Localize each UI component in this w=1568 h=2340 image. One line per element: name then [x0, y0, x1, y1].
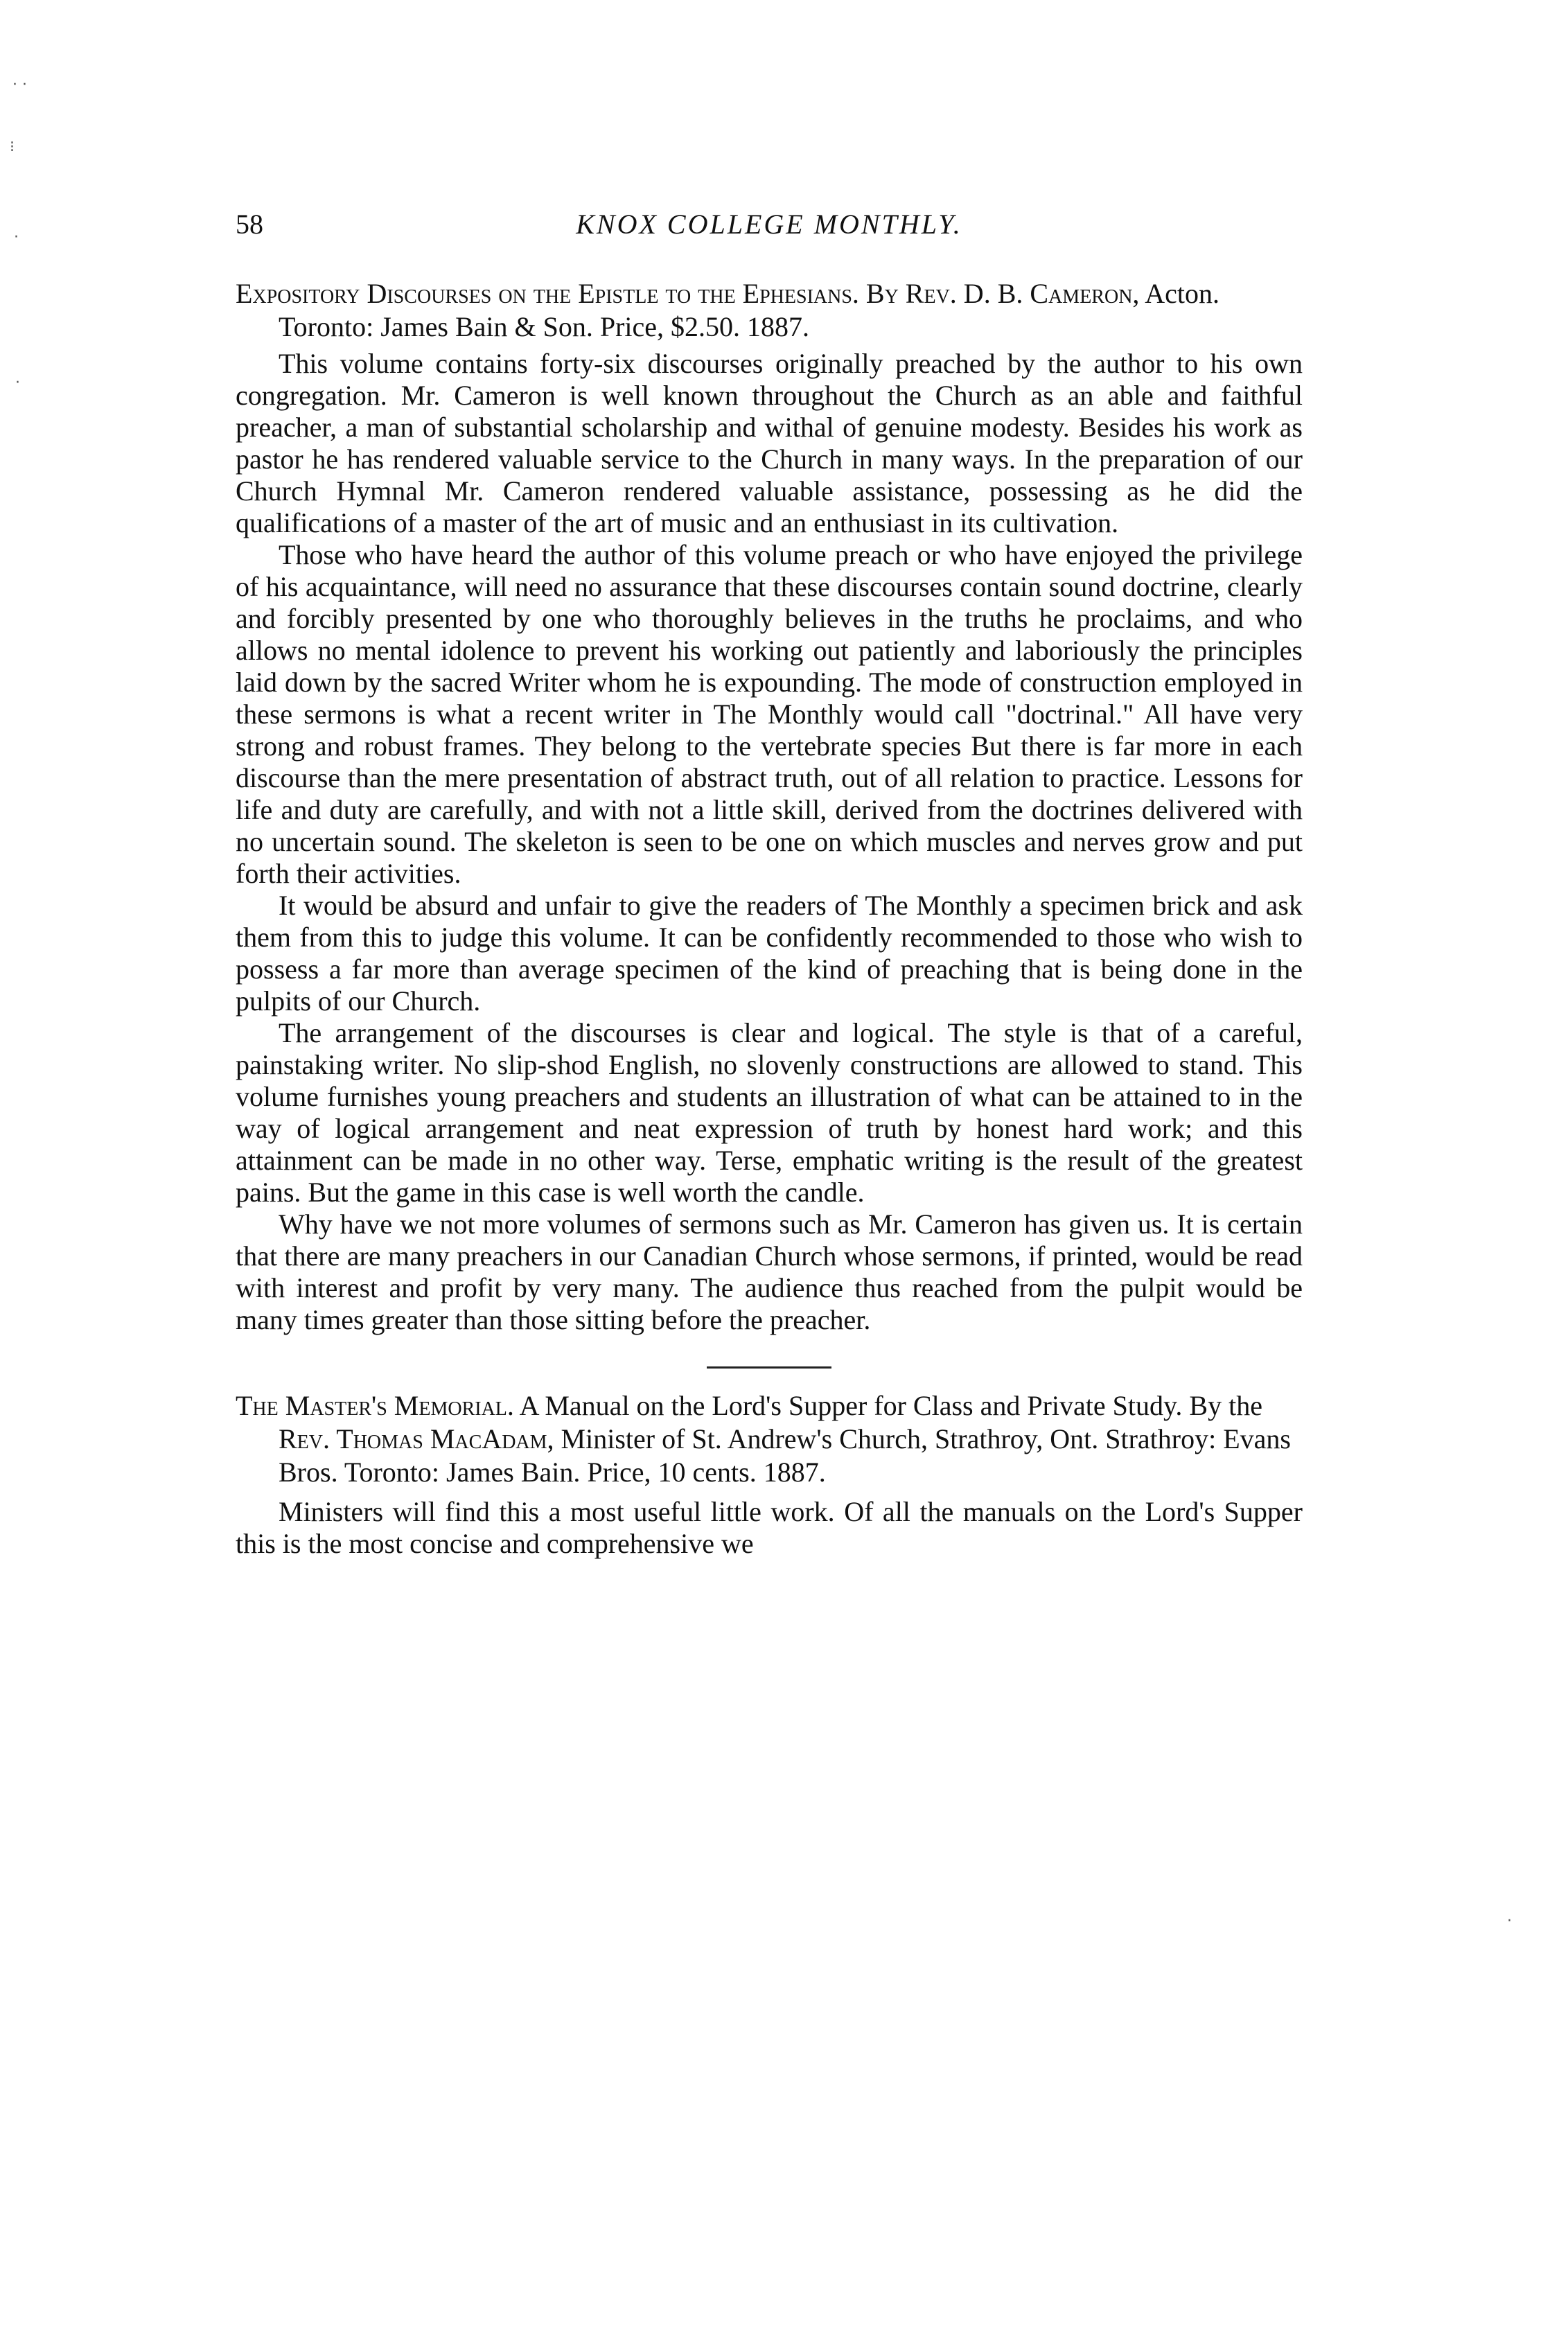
scan-mark: · — [15, 374, 20, 392]
book-description: A Manual on the Lord's Supper for Class and Private Study. By the — [513, 1390, 1262, 1421]
scan-mark: · — [1507, 1912, 1512, 1930]
scan-mark: · — [14, 229, 19, 246]
publication-details: , Acton. Toronto: James Bain & Son. Price, $2.50. 1887. — [279, 278, 1219, 342]
section-divider — [707, 1366, 831, 1369]
citation-by: By Rev. D. B. — [858, 278, 1030, 309]
review-citation — [236, 1389, 1303, 1489]
scan-mark: ⁝ — [10, 139, 15, 156]
author-name: Rev. Thomas MacAdam — [279, 1423, 547, 1454]
review-expository-discourses — [236, 277, 1303, 1336]
book-title: Expository Discourses on the Epistle to the Ephesians. — [236, 278, 859, 309]
review-paragraph: The arrangement of the discourses is clear and logical. The style is that of a careful, painstaking writer. No slip-shod English, no slovenly constructions are allowed to stand. This volume furnishes young preachers and students an illustration of what can be attained to in the way of logical arrangement and neat expression of truth by honest hard work; and this attainment can be made in no other way. Terse, emphatic writing is the result of the greatest pains. But the game in this case is well worth the candle. — [236, 1017, 1303, 1208]
review-citation — [236, 277, 1303, 344]
review-paragraph: This volume contains forty-six discourses originally preached by the author to his own congregation. Mr. Cameron is well known throughout the Church as an able and faithful preacher, a man of substantial scholarship and withal of genuine modesty. Besides his work as pastor he has rendered valuable service to the Church in many ways. In the preparation of our Church Hymnal Mr. Cameron rendered valuable assistance, possessing as he did the qualifications of a master of the art of music and an enthusiast in its cultivation. — [236, 348, 1303, 538]
book-title: The Master's Memorial. — [236, 1390, 514, 1421]
review-paragraph: Why have we not more volumes of sermons such as Mr. Cameron has given us. It is certain that there are many preachers in our Canadian Church whose sermons, if printed, would be read with interest and profit by very many. The audience thus reached from the pulpit would be many times greater than those sitting before the preacher. — [236, 1208, 1303, 1335]
page — [236, 208, 1303, 1560]
page-header — [236, 208, 1303, 256]
review-masters-memorial — [236, 1389, 1303, 1560]
page-number: 58 — [236, 209, 263, 240]
author-name: Cameron — [1030, 278, 1133, 309]
publication-details: , Minister of St. Andrew's Church, Strathroy, Ont. Strathroy: Evans Bros. Toronto: James Bain. Price, 10 cents. 1887. — [279, 1423, 1291, 1488]
scan-mark: · · — [12, 76, 27, 94]
review-paragraph: Ministers will find this a most useful little work. Of all the manuals on the Lord's Supper this is the most concise and comprehensive we — [236, 1496, 1303, 1559]
review-paragraph: It would be absurd and unfair to give the readers of The Monthly a specimen brick and ask them from this to judge this volume. It can be confidently recommended to those who wish to possess a far more than average specimen of the kind of preaching that is being done in the pulpits of our Church. — [236, 890, 1303, 1017]
running-title: KNOX COLLEGE MONTHLY. — [576, 209, 962, 240]
review-paragraph: Those who have heard the author of this volume preach or who have enjoyed the privilege of his acquaintance, will need no assurance that these discourses contain sound doctrine, clearly and forcibly presented by one who thoroughly believes in the truths he proclaims, and who allows no mental idolence to prevent his working out patiently and laboriously the principles laid down by the sacred Writer whom he is expounding. The mode of construction employed in these sermons is what a recent writer in The Monthly would call "doctrinal." All have very strong and robust frames. They belong to the vertebrate species But there is far more in each discourse than the mere presentation of abstract truth, out of all relation to practice. Lessons for life and duty are carefully, and with not a little skill, derived from the doctrines delivered with no uncertain sound. The skeleton is seen to be one on which muscles and nerves grow and put forth their activities. — [236, 539, 1303, 889]
